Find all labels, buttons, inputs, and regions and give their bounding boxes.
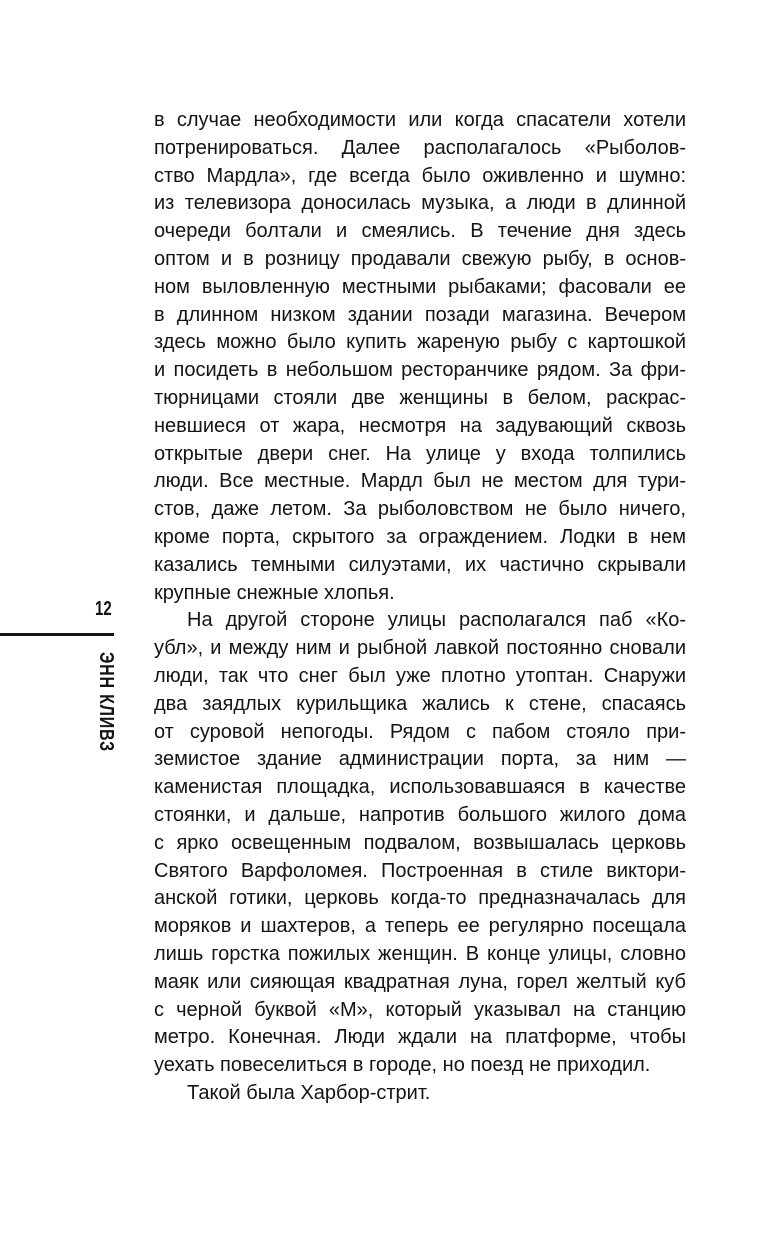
text-line: и посидеть в небольшом ресторанчике рядом. За фри-: [154, 359, 686, 382]
text-line: с ярко освещенным подвалом, возвышалась церковь: [154, 831, 686, 854]
text-line: люди. Все местные. Мардл был не местом для тури-: [154, 470, 686, 493]
page-number: 12: [95, 598, 112, 620]
text-line: кроме порта, скрытого за ограждением. Лодки в нем: [154, 525, 686, 548]
text-line: лишь горстка пожилых женщин. В конце улицы, словно: [154, 942, 686, 965]
text-line: ство Мардла», где всегда было оживленно и шумно:: [154, 164, 686, 187]
text-line: убл», и между ним и рыбной лавкой постоянно сновали: [154, 637, 686, 660]
text-line: тюрницами стояли две женщины в белом, раскрас-: [154, 386, 686, 409]
text-line: в случае необходимости или когда спасатели хотели: [154, 109, 686, 131]
text-line: открытые двери снег. На улице у входа толпились: [154, 442, 686, 465]
running-author-container: [94, 652, 118, 762]
text-line: маяк или сияющая квадратная луна, горел желтый куб: [154, 970, 686, 993]
text-line: моряков и шахтеров, а теперь ее регулярно посещала: [154, 915, 686, 938]
body-text: [154, 107, 686, 1108]
text-line: потренироваться. Далее располагалось «Рыболов-: [154, 136, 686, 159]
text-line: невшиеся от жара, несмотря на задувающий сквозь: [154, 414, 686, 437]
text-line: оптом и в розницу продавали свежую рыбу, в основ-: [154, 247, 686, 270]
text-line: от суровой непогоды. Рядом с пабом стояло при-: [154, 720, 686, 743]
text-line: Святого Варфоломея. Построенная в стиле виктори-: [154, 859, 686, 882]
text-line: люди, так что снег был уже плотно утоптан. Снаружи: [154, 664, 686, 687]
paragraph-single-line: Такой была Харбор-стрит.: [187, 1081, 431, 1104]
text-line: с черной буквой «М», который указывал на станцию: [154, 998, 686, 1021]
margin-rule: [0, 633, 114, 636]
text-line: казались темными силуэтами, их частично скрывали: [154, 553, 686, 576]
text-line: здесь можно было купить жареную рыбу с картошкой: [154, 331, 686, 354]
paragraph-end-line: крупные снежные хлопья.: [154, 581, 395, 604]
text-line: стоянки, и дальше, напротив большого жилого дома: [154, 803, 686, 826]
text-line: из телевизора доносилась музыка, а люди в длинной: [154, 192, 686, 215]
paragraph-end-line: уехать повеселиться в городе, но поезд не приходил.: [154, 1054, 651, 1077]
text-line: два заядлых курильщика жались к стене, спасаясь: [154, 692, 686, 715]
text-line: метро. Конечная. Люди ждали на платформе, чтобы: [154, 1026, 686, 1049]
paragraph-start-line: На другой стороне улицы располагался паб «Ко-: [187, 609, 686, 632]
running-author: ЭНН КЛИВЗ: [95, 652, 117, 752]
text-line: стов, даже летом. За рыболовством не было ничего,: [154, 498, 686, 521]
text-line: каменистая площадка, использовавшаяся в качестве: [154, 776, 686, 799]
text-line: в длинном низком здании позади магазина. Вечером: [154, 303, 686, 326]
text-line: очереди болтали и смеялись. В течение дня здесь: [154, 220, 686, 243]
text-line: анской готики, церковь когда-то предназначалась для: [154, 887, 686, 910]
text-line: земистое здание администрации порта, за ним —: [154, 748, 686, 771]
text-line: ном выловленную местными рыбаками; фасовали ее: [154, 275, 686, 298]
